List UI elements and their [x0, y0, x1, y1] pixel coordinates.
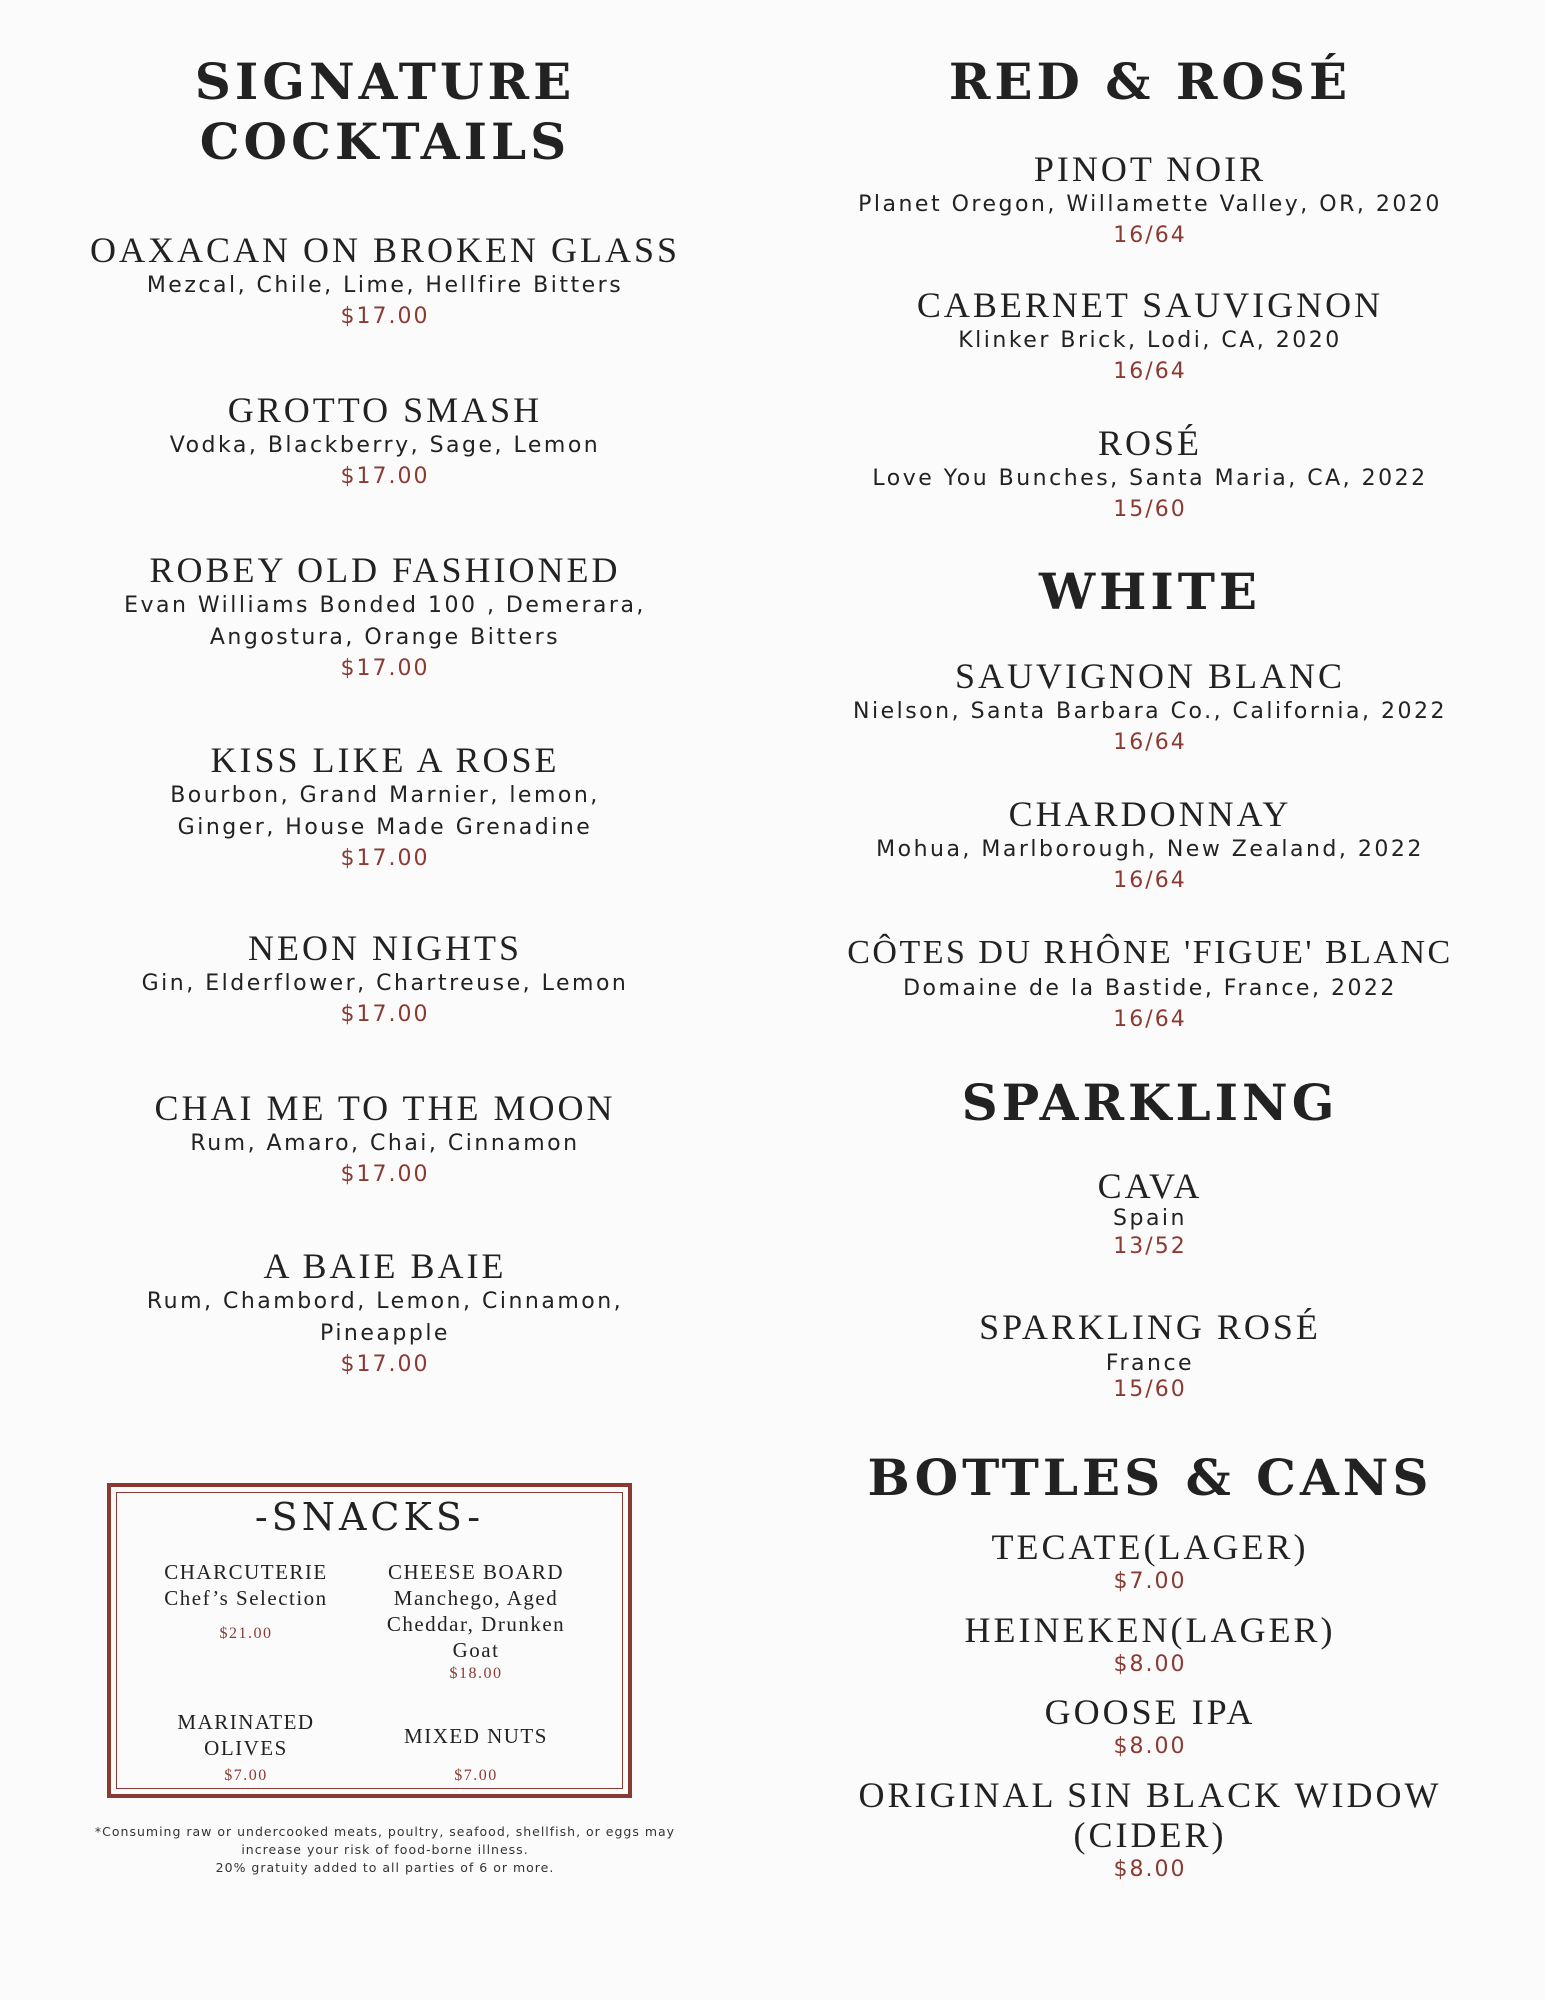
cocktail-item	[30, 740, 740, 874]
item-name: SPARKLING ROSÉ	[979, 1307, 1321, 1347]
item-name: KISS LIKE A ROSE	[210, 740, 560, 780]
item-description: Pineapple	[320, 1321, 450, 1346]
item-price: 16/64	[1113, 223, 1187, 248]
footnote-line: 20% gratuity added to all parties of 6 or more.	[215, 1860, 555, 1875]
snack-name: MIXED NUTS	[404, 1724, 548, 1748]
item-name: NEON NIGHTS	[248, 928, 522, 968]
item-price: $17.00	[340, 1002, 430, 1027]
wine-item	[800, 794, 1500, 896]
signature-cocktails-heading	[30, 52, 740, 172]
snack-price: $21.00	[219, 1625, 273, 1642]
snack-item	[361, 1723, 591, 1787]
item-price: $17.00	[340, 656, 430, 681]
item-description: Nielson, Santa Barbara Co., California, 2022	[853, 699, 1447, 724]
snack-item	[131, 1559, 361, 1645]
wine-item	[800, 933, 1500, 1035]
snack-name: MARINATED OLIVES	[177, 1710, 315, 1760]
wine-item	[800, 149, 1500, 251]
item-price: 16/64	[1113, 359, 1187, 384]
item-description: Gin, Elderflower, Chartreuse, Lemon	[141, 971, 629, 996]
item-name: PINOT NOIR	[1033, 149, 1267, 189]
beer-item	[800, 1527, 1500, 1597]
item-description: Mohua, Marlborough, New Zealand, 2022	[876, 837, 1424, 862]
item-name: CAVA	[1097, 1166, 1203, 1206]
item-name: OAXACAN ON BROKEN GLASS	[89, 230, 681, 270]
item-price: $17.00	[340, 464, 430, 489]
item-name: TECATE(LAGER)	[991, 1527, 1309, 1567]
beer-item	[800, 1610, 1500, 1680]
snack-price: $7.00	[224, 1767, 268, 1784]
item-description: France	[1105, 1351, 1195, 1376]
item-name: CHARDONNAY	[1008, 794, 1292, 834]
item-price: $17.00	[340, 304, 430, 329]
item-price: $8.00	[1113, 1857, 1187, 1882]
item-description: Mezcal, Chile, Lime, Hellfire Bitters	[146, 273, 624, 298]
item-name: GOOSE IPA	[1044, 1692, 1256, 1732]
item-name: HEINEKEN(LAGER)	[964, 1610, 1336, 1650]
item-description: Rum, Chambord, Lemon, Cinnamon,	[146, 1289, 624, 1314]
bottles-cans-heading: BOTTLES & CANS	[867, 1448, 1433, 1507]
item-name: ROBEY OLD FASHIONED	[149, 550, 621, 590]
footnote-line: *Consuming raw or undercooked meats, poultry, seafood, shellfish, or eggs may	[94, 1824, 676, 1839]
snack-price: $18.00	[449, 1665, 503, 1682]
snack-item	[131, 1709, 361, 1787]
snack-description: Manchego, Aged Cheddar, Drunken Goat	[386, 1586, 566, 1662]
cocktail-item	[30, 1088, 740, 1190]
white-heading: WHITE	[1038, 562, 1262, 621]
snack-price: $7.00	[454, 1767, 498, 1784]
item-name: A BAIE BAIE	[263, 1246, 507, 1286]
item-description: Evan Williams Bonded 100 , Demerara,	[124, 593, 646, 618]
red-rose-heading: RED & ROSÉ	[948, 52, 1352, 111]
heading-line: COCKTAILS	[199, 112, 571, 171]
cocktail-item	[30, 1246, 740, 1380]
item-description: Domaine de la Bastide, France, 2022	[903, 976, 1397, 1001]
snacks-heading: -SNACKS-	[254, 1495, 485, 1539]
footnote-line: increase your risk of food-borne illness.	[241, 1842, 529, 1857]
item-price: 16/64	[1113, 730, 1187, 755]
item-name: ORIGINAL SIN BLACK WIDOW	[858, 1775, 1442, 1815]
item-price: 16/64	[1113, 1007, 1187, 1032]
wine-item	[800, 285, 1500, 387]
item-price: $17.00	[340, 846, 430, 871]
snacks-box	[107, 1483, 632, 1798]
item-name: SAUVIGNON BLANC	[954, 656, 1345, 696]
wine-item	[800, 1166, 1500, 1262]
item-name: CÔTES DU RHÔNE 'FIGUE' BLANC	[847, 934, 1453, 971]
snack-name: CHEESE BOARD	[387, 1560, 565, 1584]
item-description: Angostura, Orange Bitters	[209, 625, 561, 650]
item-price: 15/60	[1113, 497, 1187, 522]
cocktail-item	[30, 928, 740, 1030]
item-description: Rum, Amaro, Chai, Cinnamon	[190, 1131, 580, 1156]
snack-name: CHARCUTERIE	[164, 1560, 328, 1584]
beer-item	[800, 1692, 1500, 1762]
item-name: CHAI ME TO THE MOON	[154, 1088, 616, 1128]
item-price: 13/52	[1113, 1234, 1187, 1259]
item-description: Love You Bunches, Santa Maria, CA, 2022	[872, 466, 1428, 491]
item-price: 15/60	[1113, 1377, 1187, 1402]
item-description: Planet Oregon, Willamette Valley, OR, 2020	[858, 192, 1442, 217]
item-price: 16/64	[1113, 868, 1187, 893]
item-name: ROSÉ	[1097, 423, 1203, 463]
snack-item	[361, 1559, 591, 1685]
item-description: Vodka, Blackberry, Sage, Lemon	[169, 433, 601, 458]
item-name: GROTTO SMASH	[227, 390, 543, 430]
item-price: $8.00	[1113, 1734, 1187, 1759]
sparkling-heading: SPARKLING	[961, 1073, 1339, 1132]
cocktail-item	[30, 390, 740, 492]
item-price: $7.00	[1113, 1569, 1187, 1594]
wine-item	[800, 1307, 1500, 1402]
item-description: Spain	[1113, 1206, 1187, 1231]
item-description: Ginger, House Made Grenadine	[177, 815, 593, 840]
footnote	[80, 1823, 690, 1877]
wine-item	[800, 423, 1500, 525]
item-name-continued: (CIDER)	[1073, 1815, 1227, 1855]
item-price: $17.00	[340, 1162, 430, 1187]
item-price: $17.00	[340, 1352, 430, 1377]
item-name: CABERNET SAUVIGNON	[916, 285, 1384, 325]
snack-description: Chef’s Selection	[164, 1586, 328, 1610]
wine-item	[800, 656, 1500, 758]
item-price: $8.00	[1113, 1652, 1187, 1677]
item-description: Bourbon, Grand Marnier, lemon,	[170, 783, 600, 808]
beer-item	[800, 1775, 1500, 1885]
cocktail-item	[30, 550, 740, 684]
item-description: Klinker Brick, Lodi, CA, 2020	[958, 328, 1342, 353]
heading-line: SIGNATURE	[194, 52, 576, 111]
cocktail-item	[30, 230, 740, 332]
